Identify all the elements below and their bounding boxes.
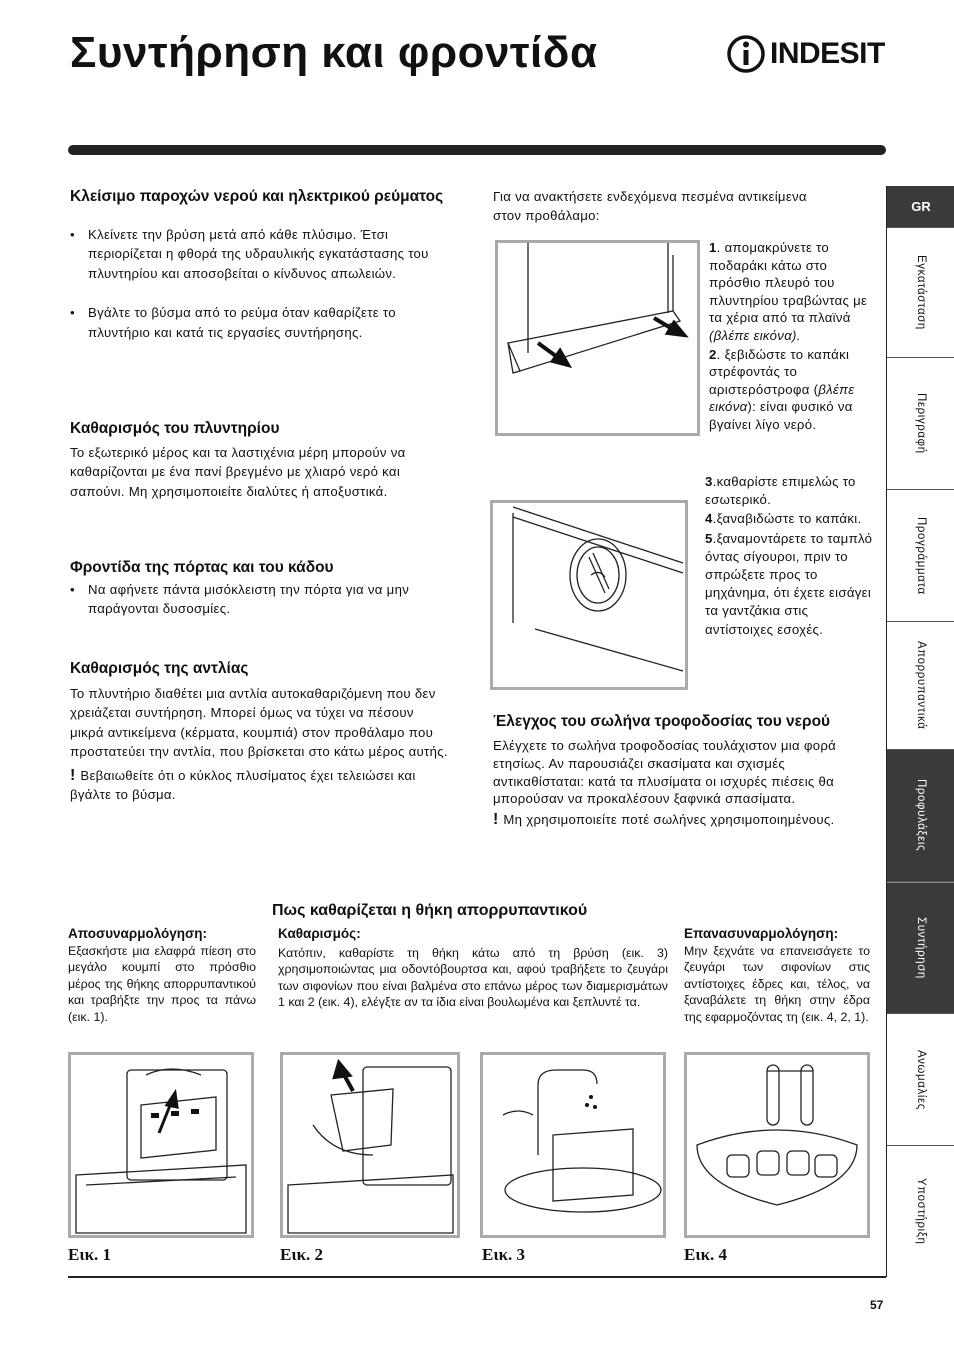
reassembly-title: Επανασυναρμολόγηση: xyxy=(684,926,839,941)
tab-support[interactable]: Υποστήριξη xyxy=(915,1178,927,1245)
tab-lang[interactable]: GR xyxy=(887,186,954,228)
tab-maintenance[interactable]: Συντήρηση xyxy=(887,882,954,1014)
section-shutoff xyxy=(70,187,448,342)
reassembly-text: Μην ξεχνάτε να επανεισάγετε το ζευγάρι των σιφονίων στις αντίστοιχες έδρες και, τέλος, να ξαναβάλετε τη θήκη στην έδρα της εφαρμοζόντας τη (εικ. 4, 2, 1). xyxy=(684,944,870,1024)
header-rule xyxy=(68,145,886,155)
pump-cap-figure xyxy=(490,500,688,690)
figure-4 xyxy=(684,1052,870,1238)
tab-troubleshooting[interactable]: Ανωμαλίες xyxy=(887,1014,954,1146)
step-3: 3.καθαρίστε επιμελώς το εσωτερικό. xyxy=(705,474,856,508)
step-2: 2. ξεβιδώστε το καπάκι στρέφοντάς το αριστερόστροφα (βλέπε εικόνα): είναι φυσικό να βγαίνει λίγο νερό. xyxy=(709,346,855,432)
disassembly-block xyxy=(68,925,256,1025)
tab-precautions[interactable]: Προφυλάξεις xyxy=(887,750,954,882)
section-sidebar xyxy=(886,186,954,1277)
page-title: Συντήρηση και φροντίδα xyxy=(70,28,598,77)
figure-3 xyxy=(480,1052,666,1238)
footer-rule xyxy=(68,1276,886,1278)
section-door xyxy=(70,558,448,619)
tab-installation[interactable]: Εγκατάσταση xyxy=(887,228,954,358)
hose-text: Ελέγχετε το σωλήνα τροφοδοσίας τουλάχιστον μια φορά ετησίως. Αν παρουσιάζει σκασίματα και σχισμές αντικαθίσταται: κατά τα πλυσίματα οι ισχυρές πιέσεις θα μπορούσαν να προκαλέσουν ξαφνικά σπασίματα. xyxy=(493,738,837,807)
cleaning-text: Το εξωτερικό μέρος και τα λαστιχένια μέρη μπορούν να καθαρίζονται με ένα πανί βρεγμένο με χλιαρό νερό και σαπούνι. Μη χρησιμοποιείτε διαλύτες ή αποξυστικά. xyxy=(70,445,406,499)
tab-programs[interactable]: Προγράμματα xyxy=(887,490,954,622)
pump-cover-figure xyxy=(495,240,700,436)
pump-text: Το πλυντήριο διαθέτει μια αντλία αυτοκαθαριζόμενη που δεν χρειάζεται συντήρηση. Μπορεί όμως να τύχει να πέσουν μικρά αντικείμενα (κέρματα, κουμπιά) στον προθάλαμο που προστατεύει την αντλία, που βρίσκεται στο κάτω μέρος αυτής. xyxy=(70,686,448,760)
step-4: 4.ξαναβιδώστε το καπάκι. xyxy=(705,511,862,527)
brand-logo xyxy=(726,32,896,76)
figure-3-caption: Εικ. 3 xyxy=(482,1245,526,1264)
shutoff-bullet-1: • Κλείνετε την βρύση μετά από κάθε πλύσιμο. Έτσι περιορίζεται η φθορά της υδραυλικής εγκατάστασης του πλυντηρίου και αποσοβείται ο κίνδυνος απωλειών. xyxy=(70,225,448,283)
step-1: 1. απομακρύνετε το ποδαράκι κάτω στο πρόσθιο πλευρό του πλυντηρίου τραβώντας με τα χέρια από τα πλαϊνά (βλέπε εικόνα). xyxy=(709,240,868,343)
section-pump xyxy=(70,659,448,804)
section-hose xyxy=(493,712,871,829)
indesit-i-icon xyxy=(726,32,766,76)
drawer-heading: Πως καθαρίζεται η θήκη απορρυπαντικού xyxy=(272,902,588,919)
steps-block xyxy=(709,239,879,434)
pump-warning: ! Βεβαιωθείτε ότι ο κύκλος πλυσίματος έχει τελειώσει και βγάλτε το βύσμα. xyxy=(70,766,416,803)
hose-heading: Έλεγχος του σωλήνα τροφοδοσίας του νερού xyxy=(493,713,831,730)
figure-1 xyxy=(68,1052,254,1238)
brand-name: INDESIT xyxy=(770,37,885,70)
cleaning-drawer-title: Καθαρισμός: xyxy=(278,926,361,941)
pump-intro: Για να ανακτήσετε ενδεχόμενα πεσμένα αντικείμενα στον προθάλαμο: xyxy=(493,189,807,224)
figure-2-caption: Εικ. 2 xyxy=(280,1245,324,1264)
pump-heading: Καθαρισμός της αντλίας xyxy=(70,660,249,677)
shutoff-bullet-2: • Βγάλτε το βύσμα από το ρεύμα όταν καθαρίζετε το πλυντήριο και κατά τις εργασίες συντήρησης. xyxy=(70,303,448,342)
section-cleaning xyxy=(70,419,448,501)
figure-2 xyxy=(280,1052,460,1238)
cleaning-drawer-block xyxy=(278,925,668,1011)
shutoff-heading: Κλείσιμο παροχών νερού και ηλεκτρικού ρεύματος xyxy=(70,188,444,205)
step-5: 5.ξαναμοντάρετε το ταμπλό όντας σίγουροι, πριν το σπρώξετε προς το μηχάνημα, ότι έχετε εισάγει τα γαντζάκια στις αντίστοιχες εσοχές. xyxy=(705,530,873,637)
door-heading: Φροντίδα της πόρτας και του κάδου xyxy=(70,559,334,576)
tab-description[interactable]: Περιγραφή xyxy=(887,358,954,490)
figure-4-caption: Εικ. 4 xyxy=(684,1245,728,1264)
reassembly-block xyxy=(684,925,870,1025)
cleaning-drawer-text: Κατόπιν, καθαρίστε τη θήκη κάτω από τη βρύση (εικ. 3) χρησιμοποιώντας μια οδοντόβουρτσα και, αφού τραβήξετε το ζευγάρι των σιφονίων που είναι βαλμένα στο επάνω μέρος των διαμερισμάτων 1 και 2 (εικ. 4), ελέγξτε αν τα ίδια είναι βουλωμένα και ξεπλυντέ τα. xyxy=(278,946,668,1010)
page-number: 57 xyxy=(870,1298,884,1312)
door-bullet-1: • Να αφήνετε πάντα μισόκλειστη την πόρτα για να μην παράγονται δυσοσμίες. xyxy=(70,580,448,619)
tab-detergents[interactable]: Απορρυπαντικά xyxy=(887,622,954,750)
warning-icon: ! xyxy=(70,766,81,784)
hose-warning: ! Μη χρησιμοποιείτε ποτέ σωλήνες χρησιμοποιημένους. xyxy=(493,811,835,829)
figure-1-caption: Εικ. 1 xyxy=(68,1245,112,1264)
warning-icon: ! xyxy=(493,811,504,829)
steps-block-2 xyxy=(705,473,880,639)
cleaning-heading: Καθαρισμός του πλυντηρίου xyxy=(70,420,280,437)
disassembly-text: Εξασκήστε μια ελαφρά πίεση στο μεγάλο κουμπί στο πρόσθιο μέρος της θήκης απορρυπαντικού και τραβήξτε την προς τα πάνω (εικ. 1). xyxy=(68,944,256,1024)
disassembly-title: Αποσυναρμολόγηση: xyxy=(68,926,208,941)
